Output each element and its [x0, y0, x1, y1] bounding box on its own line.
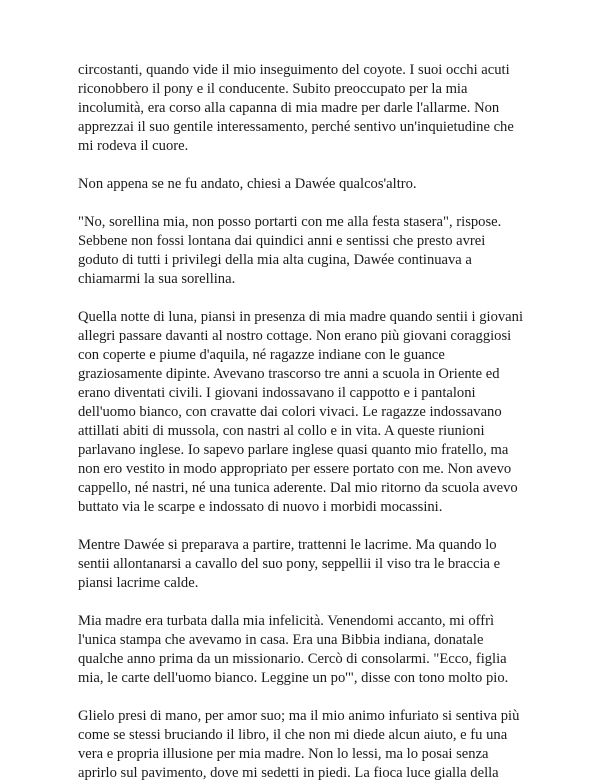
text-line: come se stessi bruciando il libro, il che non mi diede alcun aiuto, e fu una — [78, 727, 508, 743]
text-line: Mia madre era turbata dalla mia infelicità. Venendomi accanto, mi offrì — [78, 613, 495, 629]
text-line: sentii allontanarsi a cavallo del suo pony, seppellii il viso tra le braccia e — [78, 556, 501, 572]
paragraph-4 — [78, 308, 538, 517]
paragraph-2 — [78, 175, 538, 194]
text-line: qualche anno prima da un missionario. Cercò di consolarmi. "Ecco, figlia — [78, 651, 507, 667]
text-line: cappello, né nastri, né una tunica aderente. Dal mio ritorno da scuola avevo — [78, 480, 518, 496]
document-body — [78, 61, 538, 783]
paragraph-6 — [78, 612, 538, 688]
paragraph-gap — [78, 517, 538, 536]
text-line: Sebbene non fossi lontana dai quindici anni e sentissi che presto avrei — [78, 233, 486, 249]
text-line: l'unica stampa che avevamo in casa. Era una Bibbia indiana, donatale — [78, 632, 484, 648]
text-line: Mentre Dawée si preparava a partire, trattenni le lacrime. Ma quando lo — [78, 537, 497, 553]
text-line: graziosamente dipinte. Avevano trascorso tre anni a scuola in Oriente ed — [78, 366, 500, 382]
text-line: mia, le carte dell'uomo bianco. Leggine un po'", disse con tono molto pio. — [78, 670, 509, 686]
text-line: Glielo presi di mano, per amor suo; ma il mio animo infuriato si sentiva più — [78, 708, 520, 724]
paragraph-1 — [78, 61, 538, 156]
paragraph-gap — [78, 688, 538, 707]
text-line: "No, sorellina mia, non posso portarti con me alla festa stasera", rispose. — [78, 214, 502, 230]
paragraph-7 — [78, 707, 538, 783]
text-line: incolumità, era corso alla capanna di mia madre per darle l'allarme. Non — [78, 100, 500, 116]
text-line: aprirlo sul pavimento, dove mi sedetti in piedi. La fioca luce gialla della — [78, 765, 499, 781]
text-line: dell'uomo bianco, con cravatte dai colori vivaci. Le ragazze indossavano — [78, 404, 502, 420]
paragraph-5 — [78, 536, 538, 593]
paragraph-gap — [78, 289, 538, 308]
text-line: non ero vestito in modo appropriato per essere portato con me. Non avevo — [78, 461, 512, 477]
paragraph-3 — [78, 213, 538, 289]
text-line: piansi lacrime calde. — [78, 575, 199, 591]
text-line: erano diventati civili. I giovani indossavano il cappotto e i pantaloni — [78, 385, 476, 401]
text-line: parlavano inglese. Io sapevo parlare inglese quasi quanto mio fratello, ma — [78, 442, 509, 458]
text-line: goduto di tutti i privilegi della mia alta cugina, Dawée continuava a — [78, 252, 472, 268]
text-line: allegri passare davanti al nostro cottage. Non erano più giovani coraggiosi — [78, 328, 512, 344]
text-line: Non appena se ne fu andato, chiesi a Dawée qualcos'altro. — [78, 176, 417, 192]
text-line: apprezzai il suo gentile interessamento, perché sentivo un'inquietudine che — [78, 119, 514, 135]
text-line: vera e propria illusione per mia madre. Non lo lessi, ma lo posai senza — [78, 746, 489, 762]
paragraph-gap — [78, 593, 538, 612]
text-line: chiamarmi la sua sorellina. — [78, 271, 236, 287]
text-line: con coperte e piume d'aquila, né ragazze indiane con le guance — [78, 347, 445, 363]
text-line: riconobbero il pony e il conducente. Subito preoccupato per la mia — [78, 81, 468, 97]
paragraph-gap — [78, 156, 538, 175]
text-line: circostanti, quando vide il mio inseguimento del coyote. I suoi occhi acuti — [78, 62, 510, 78]
text-line: buttato via le scarpe e indossato di nuovo i morbidi mocassini. — [78, 499, 443, 515]
text-line: Quella notte di luna, piansi in presenza di mia madre quando sentii i giovani — [78, 309, 523, 325]
text-line: attillati abiti di mussola, con nastri al collo e in vita. A queste riunioni — [78, 423, 485, 439]
text-line: mi rodeva il cuore. — [78, 138, 189, 154]
paragraph-gap — [78, 194, 538, 213]
